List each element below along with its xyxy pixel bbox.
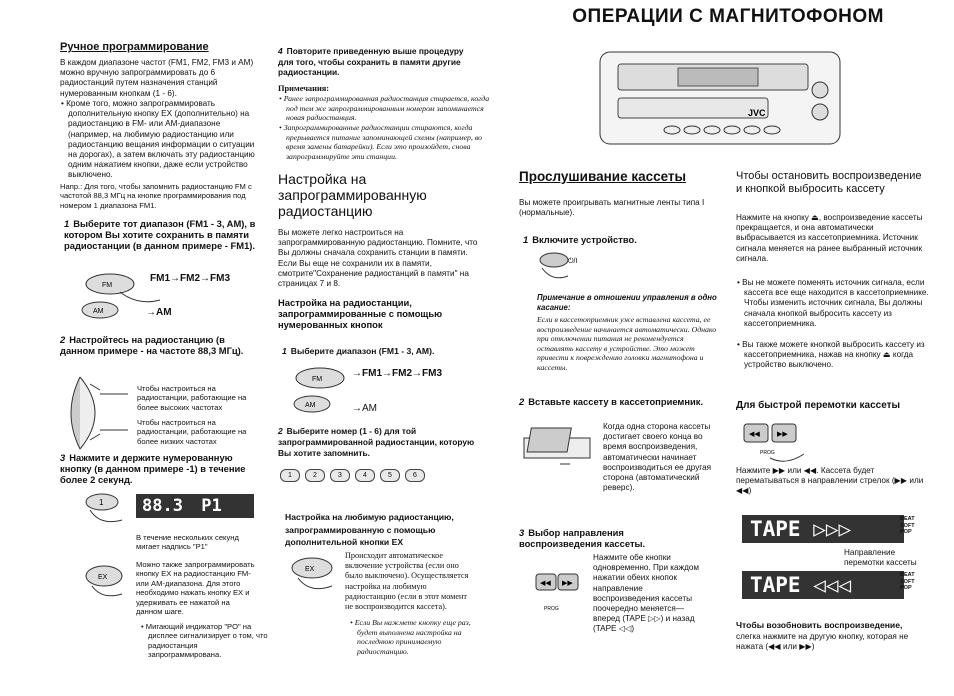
preset-button-1[interactable]: 1: [280, 469, 300, 482]
preset-buttons-row: [280, 464, 430, 482]
svg-text:PROG: PROG: [760, 450, 775, 456]
cassette-insert-illustration: [520, 424, 596, 474]
ex-program-text: Можно также запрограммировать кнопку EX на радиостанцию FM- или AM-диапазона. Для этого необходимо нажать кнопку EX и удерживать ее нажатой на данном шаге.: [136, 560, 255, 617]
ex-label: EX: [305, 566, 315, 573]
svg-text:FM: FM: [102, 282, 113, 289]
fast-wind-heading: Для быстрой перемотки кассеты: [736, 400, 901, 411]
lcd-display: 88.3 P1: [136, 494, 254, 518]
manual-programming-heading: Ручное программирование: [60, 41, 209, 53]
note-2: • Запрограммированные радиостанции стираются, когда прерывается питание запоминающей схемы (например, во время замены батарейки). Если это произойдет, снова запрограммируйте эти станции.: [279, 123, 483, 161]
stop-bullet-2: • Вы также можете кнопкой выбросить кассету из кассетоприемника, нажав на кнопку ⏏ когда устройство выключено.: [737, 340, 925, 370]
lcd-forward: TAPE ▷▷▷: [742, 515, 904, 543]
resume-heading: Чтобы возобновить воспроизведение,: [736, 620, 903, 630]
brand-label: JVC: [748, 108, 766, 118]
preset-button-3[interactable]: 3: [330, 469, 350, 482]
col3-step2: 2 Вставьте кассету в кассетоприемник.: [519, 396, 704, 407]
ex-tune-text: Происходит автоматическое включение устройства (если оно было выключено). Осуществляется настройка на любимую радиостанцию (если в этот момент не воспроизводится кассета).: [345, 551, 469, 612]
fast-wind-text: Нажмите ▶▶ или ◀◀. Кассета будет перематываться в направлении стрелок (▶▶ или ◀◀): [736, 466, 924, 496]
stop-eject-text: Нажмите на кнопку ⏏, воспроизведение кассеты прекращается, и она автоматически выбрасывается из кассетоприемника. Источник сигнала меняется на ранее выбранный источник сигнала.: [736, 213, 923, 263]
svg-text:FM: FM: [312, 376, 323, 383]
direction-buttons-illustration: [534, 566, 590, 616]
col2-step2: 2 Выберите номер (1 - 6) для той запрограммированной радиостанции, которую Вы хотите запомнить.: [278, 426, 475, 458]
fast-wind-buttons-illustration: [740, 418, 830, 464]
svg-text:AM: AM: [305, 402, 316, 409]
svg-text:AM: AM: [93, 308, 104, 315]
svg-text:PROG: PROG: [544, 606, 559, 612]
preset-tune-heading: Настройка на запрограммированную радиостанцию: [278, 171, 427, 219]
tune-up-text: Чтобы настроиться на радиостанции, работающие на более высоких частотах: [137, 384, 247, 412]
car-stereo-illustration: [598, 50, 842, 148]
note-1: • Ранее запрограммированная радиостанция стирается, когда под тем же запрограммированным номером запоминается новая радиостанция.: [279, 94, 490, 123]
wind-direction-label: Направление перемотки кассеты: [844, 548, 917, 568]
svg-text:◀◀: ◀◀: [749, 431, 760, 438]
sound-modes-2: BEAT SOFT POP: [900, 572, 915, 592]
preset-button-5[interactable]: 5: [380, 469, 400, 482]
col1-bullet: • Кроме того, можно запрограммировать дополнительную кнопку EX (дополнительно) на радиостанцию в FM- или AM-диапазоне (например, на любимую радиостанцию или радиостанцию вещания информации о ситуации на дорогах), а затем включать эту радиостанцию одним нажатием кнопки, даже если устройство выключено.: [61, 99, 255, 180]
am-label-2: →AM: [352, 403, 377, 414]
sound-modes-1: BEAT SOFT POP: [900, 516, 915, 536]
ex-button-subheading: Настройка на любимую радиостанцию, запрограммированную с помощью дополнительной кнопки EX: [285, 512, 454, 547]
band-sequence-2: →FM1→FM2→FM3: [352, 368, 442, 379]
po-indicator-text: • Мигающий индикатор "PO" на дисплее сигнализирует о том, что радиостанция запрограммирована.: [141, 622, 268, 660]
preset-button-illustration: [80, 488, 132, 530]
band-button-illustration-2: [290, 362, 360, 418]
col1-step3: 3 Нажмите и держите нумерованную кнопку (в данном примере -1) в течение более 2 секунд.: [60, 452, 246, 486]
page-title: ОПЕРАЦИИ С МАГНИТОФОНОМ: [572, 6, 884, 27]
col1-step2: 2 Настройтесь на радиостанцию (в данном примере - на частоте 88,3 МГц).: [60, 334, 244, 357]
tune-down-text: Чтобы настроиться на радиостанции, работающие на более низких частотах: [137, 418, 247, 446]
tune-buttons-illustration: [60, 372, 130, 454]
stop-bullet-1: • Вы не можете поменять источник сигнала, если кассета все еще находится в кассетоприемнике. Чтобы изменить источник сигнала, Вы должны сначала кнопкой выбросить кассету из кассетоприемника.: [737, 278, 929, 328]
col1-step1: 1 Выберите тот диапазон (FM1 - 3, AM), в котором Вы хотите сохранить в памяти радиостанции (в данном примере - FM1).: [64, 218, 256, 252]
cassette-listening-heading: Прослушивание кассеты: [519, 169, 687, 184]
svg-text:▶▶: ▶▶: [777, 431, 788, 438]
direction-text: Нажмите обе кнопки одновременно. При каждом нажатии обеих кнопок направление воспроизведения кассеты поочередно меняется—вперед (TAPE ▷▷) и назад (TAPE ◁◁): [593, 553, 700, 634]
resume-text: слегка нажмите на другую кнопку, которая не нажата (◀◀ или ▶▶): [736, 632, 909, 652]
flash-note: В течение нескольких секунд мигает надпись "P1": [136, 533, 239, 552]
svg-text:⏻/I: ⏻/I: [568, 258, 578, 265]
col2-step1: 1 Выберите диапазон (FM1 - 3, AM).: [282, 346, 435, 356]
col3-step3: 3 Выбор направления воспроизведения кассеты.: [519, 527, 646, 550]
col3-step1: 1 Включите устройство.: [523, 234, 637, 245]
auto-reverse-text: Когда одна сторона кассеты достигает своего конца во время воспроизведения, автоматически начинает воспроизводиться ее другая сторона (автоматический реверс).: [603, 422, 712, 493]
svg-text:EX: EX: [98, 574, 108, 581]
col2-step4: 4 Повторите приведенную выше процедуру для того, чтобы сохранить в памяти другие радиостанции.: [278, 46, 464, 78]
ex-button-illustration: [80, 560, 130, 604]
stop-eject-heading: Чтобы остановить воспроизведение и кнопкой выбросить кассету: [736, 170, 922, 195]
ex-tune-bullet: • Если Вы нажмете кнопку еще раз, будет выполнена настройка на последнюю принимаемую радиостанцию.: [350, 618, 471, 656]
ex-button-illustration-2: [284, 552, 342, 596]
svg-text:1: 1: [99, 498, 104, 507]
svg-text:◀◀: ◀◀: [540, 580, 551, 587]
col3-intro: Вы можете проигрывать магнитные ленты типа I (нормальные).: [519, 198, 705, 218]
preset-button-2[interactable]: 2: [305, 469, 325, 482]
preset-button-6[interactable]: 6: [405, 469, 425, 482]
preset-button-4[interactable]: 4: [355, 469, 375, 482]
one-touch-note: Если в кассетоприемник уже вставлена кассета, ее воспроизведение начинается автоматически. Однако при отключении питания не рекомендуется оставлять кассету в устройстве. Это может привести к повреждению головки магнитофона и кассеты.: [537, 315, 717, 372]
col2-intro: Вы можете легко настроиться на запрограммированную радиостанцию. Помните, что Вы должны сначала сохранить станции в памяти. Если Вы еще не сохранили их в памяти, смотрите"Сохранение радиостанций в памяти" на страницах 7 и 8.: [278, 228, 478, 289]
am-label: →AM: [146, 307, 172, 318]
power-button-illustration: [534, 250, 590, 286]
band-sequence: FM1→FM2→FM3: [150, 273, 230, 284]
col1-example-note: Напр.: Для того, чтобы запомнить радиостанцию FM с частотой 88,3 МГц на кнопке программирования под номером 1 диапазона FM1.: [60, 182, 252, 210]
col1-intro: В каждом диапазоне частот (FM1, FM2, FM3 и AM) можно вручную запрограммировать до 6 радиостанций путем назначения станций нумерованным кнопкам (1 - 6).: [60, 58, 254, 98]
one-touch-note-heading: Примечание в отношении управления в одно касание:: [537, 293, 717, 312]
lcd-reverse: TAPE ◁◁◁: [742, 571, 904, 599]
notes-heading: Примечания:: [278, 84, 330, 93]
svg-text:▶▶: ▶▶: [562, 580, 573, 587]
numbered-buttons-subheading: Настройка на радиостанции, запрограммированные с помощью нумерованных кнопок: [278, 297, 443, 331]
